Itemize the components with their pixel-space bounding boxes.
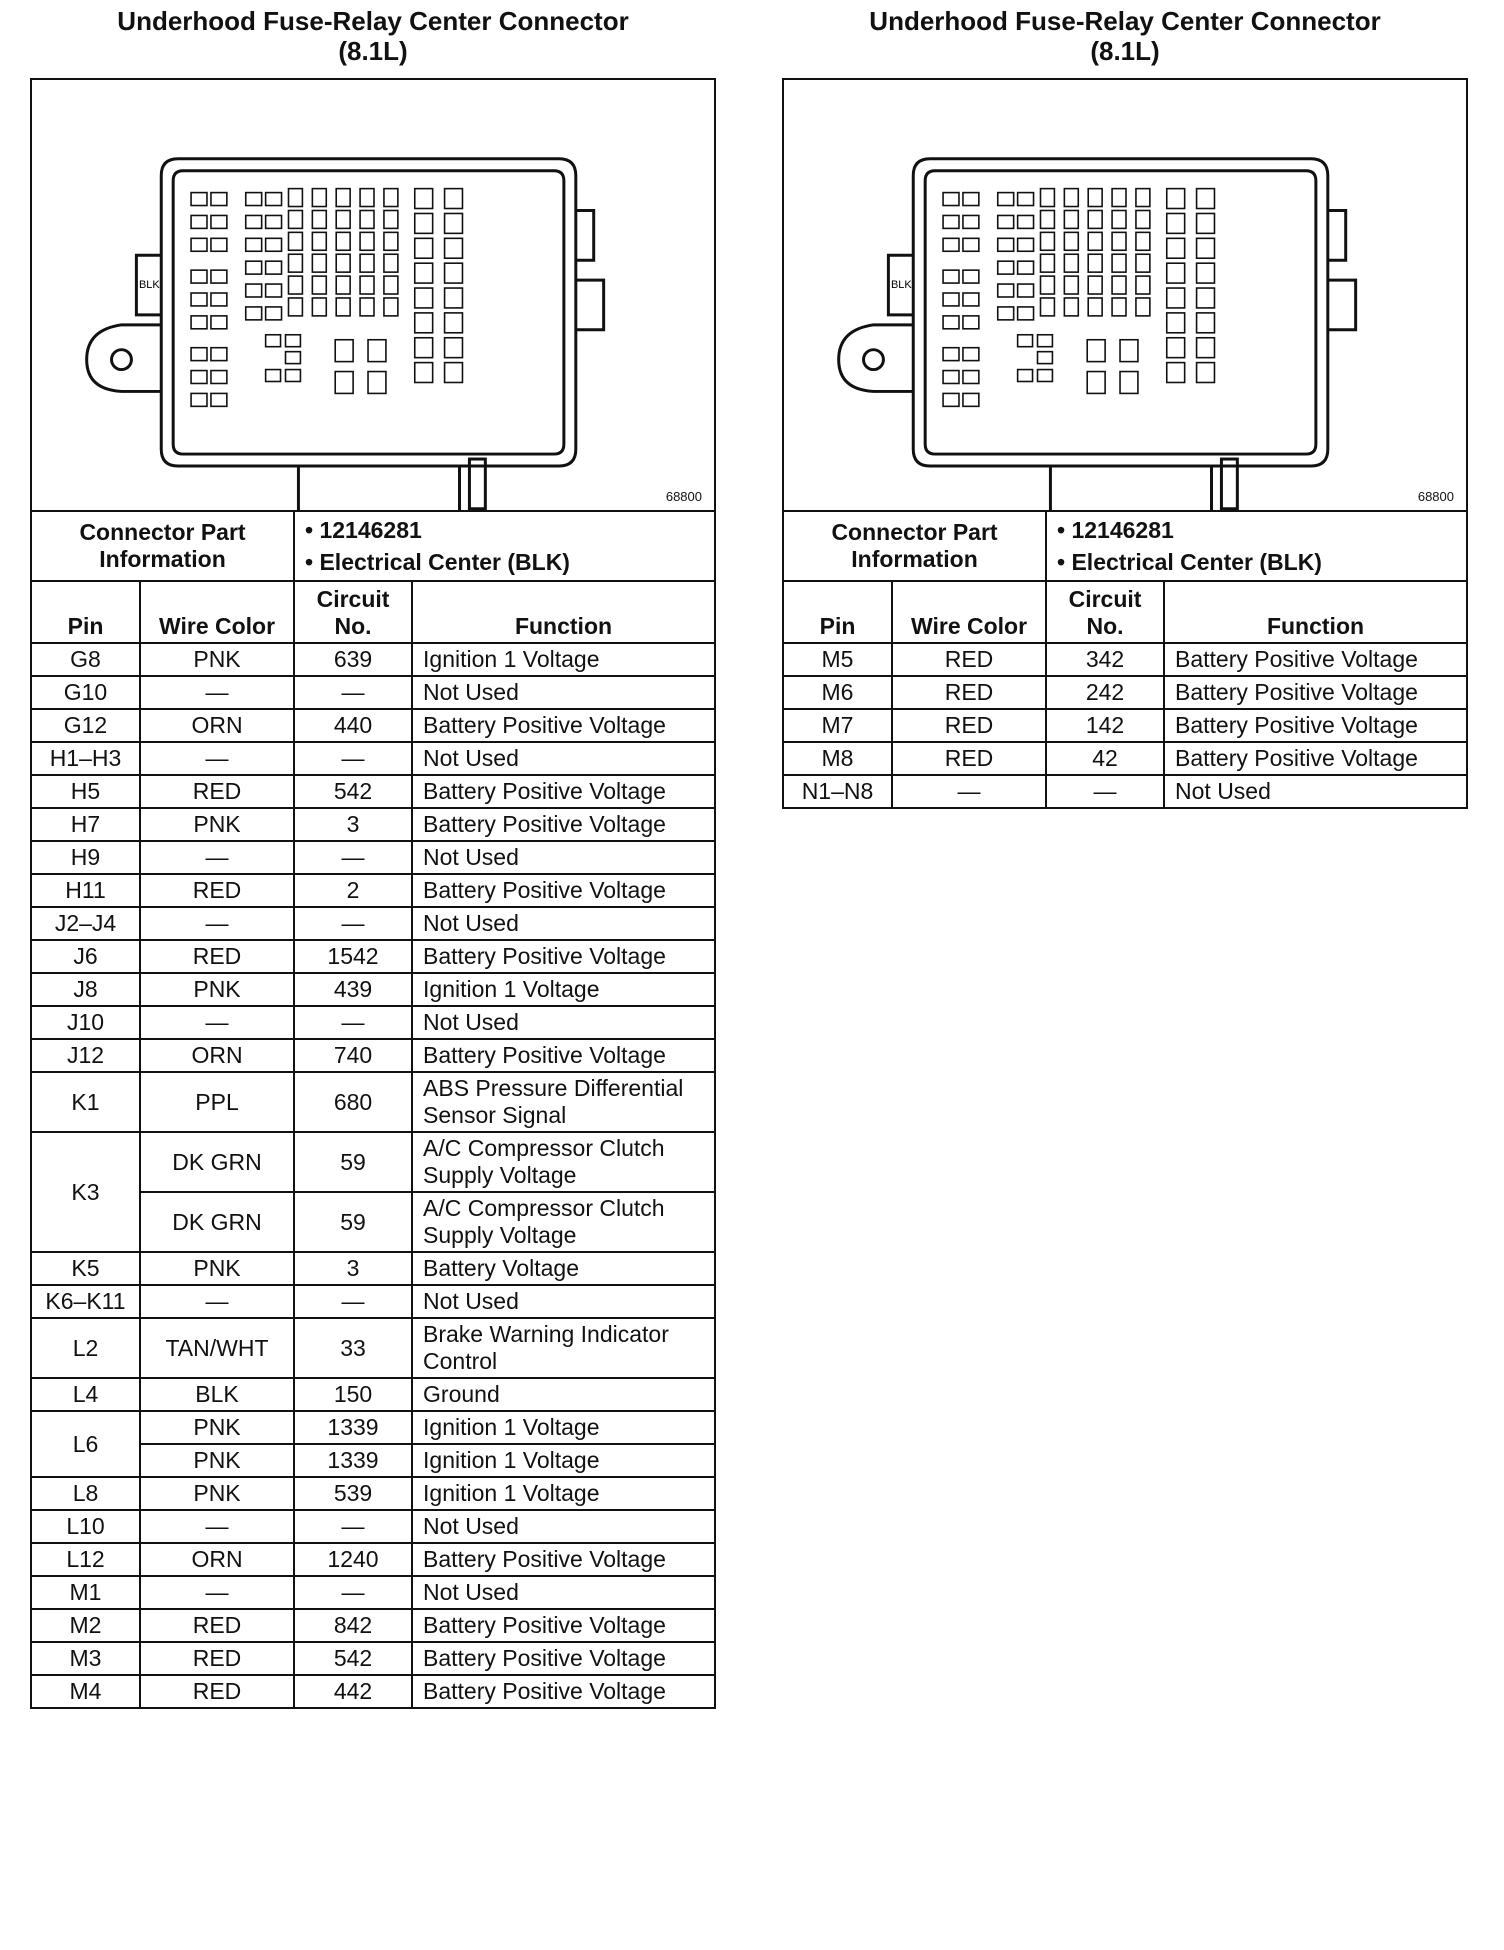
cell-circuit: 1240 [294,1543,412,1576]
cell-function: Not Used [412,1510,714,1543]
cell-pin: M3 [32,1642,140,1675]
cell-wire-color: PNK [140,1477,294,1510]
cell-pin: G8 [32,643,140,676]
cell-wire-color: PNK [140,643,294,676]
cell-circuit: 59 [294,1192,412,1252]
cell-wire-color: BLK [140,1378,294,1411]
cell-function: Battery Positive Voltage [412,940,714,973]
table-row [32,1477,714,1510]
title-line-1: Underhood Fuse-Relay Center Connector [869,6,1381,36]
pin-table [784,512,1466,807]
cell-circuit: 1339 [294,1444,412,1477]
cell-circuit: 1339 [294,1411,412,1444]
cell-circuit: — [294,907,412,940]
table-row [784,643,1466,676]
cell-wire-color: — [140,742,294,775]
cell-pin: H11 [32,874,140,907]
cell-wire-color: PNK [140,808,294,841]
cell-pin: G10 [32,676,140,709]
cell-pin: L6 [32,1411,140,1477]
cell-circuit: 740 [294,1039,412,1072]
header-row [32,581,714,643]
header-wire-color: Wire Color [140,581,294,643]
cell-pin: K5 [32,1252,140,1285]
table-row [32,1642,714,1675]
cell-function: A/C Compressor Clutch Supply Voltage [412,1192,714,1252]
cell-circuit: 442 [294,1675,412,1707]
cell-pin: L12 [32,1543,140,1576]
cell-circuit: 440 [294,709,412,742]
table-row [32,1252,714,1285]
table-row [32,1006,714,1039]
header-circuit: Circuit No. [294,581,412,643]
cell-function: Battery Positive Voltage [412,1675,714,1707]
cell-pin: J6 [32,940,140,973]
connector-diagram [32,80,714,512]
cell-circuit: 680 [294,1072,412,1132]
connector-diagram [784,80,1466,512]
info-label: Connector Part Information [831,519,998,572]
cell-wire-color: RED [892,643,1046,676]
cell-wire-color: — [140,841,294,874]
table-row [784,676,1466,709]
table-row [32,841,714,874]
cell-wire-color: — [140,1006,294,1039]
connector-panel-left [30,6,716,1709]
cell-wire-color: RED [892,676,1046,709]
table-row [32,1039,714,1072]
cell-pin: L2 [32,1318,140,1378]
cell-circuit: 150 [294,1378,412,1411]
cell-pin: L10 [32,1510,140,1543]
diagram-id: 68800 [1417,489,1454,504]
cell-wire-color: PNK [140,1444,294,1477]
title-line-1: Underhood Fuse-Relay Center Connector [117,6,629,36]
table-row [32,742,714,775]
cell-wire-color: TAN/WHT [140,1318,294,1378]
cell-pin: J12 [32,1039,140,1072]
cell-wire-color: — [140,907,294,940]
cell-function: Battery Positive Voltage [412,1609,714,1642]
cell-circuit: — [294,676,412,709]
table-row [32,907,714,940]
table-row [32,775,714,808]
cell-function: Battery Positive Voltage [412,1642,714,1675]
cell-circuit: 342 [1046,643,1164,676]
cell-pin: H9 [32,841,140,874]
cell-pin: N1–N8 [784,775,892,807]
header-pin: Pin [784,581,892,643]
title-line-2: (8.1L) [1090,36,1160,66]
cell-wire-color: — [140,1510,294,1543]
table-row [32,1318,714,1378]
diagram-id: 68800 [665,489,702,504]
cell-wire-color: DK GRN [140,1132,294,1192]
table-row [32,1411,714,1444]
cell-function: Battery Positive Voltage [412,874,714,907]
table-row [32,808,714,841]
panel-title [30,6,716,66]
table-row [784,775,1466,807]
cell-circuit: 542 [294,775,412,808]
cell-pin: M1 [32,1576,140,1609]
cell-pin: L8 [32,1477,140,1510]
cell-pin: M8 [784,742,892,775]
cell-circuit: 542 [294,1642,412,1675]
cell-pin: M4 [32,1675,140,1707]
cell-function: Battery Positive Voltage [412,1039,714,1072]
cell-function: Ignition 1 Voltage [412,1444,714,1477]
cell-function: Not Used [1164,775,1466,807]
cell-wire-color: RED [140,1609,294,1642]
cell-circuit: 42 [1046,742,1164,775]
info-label: Connector Part Information [79,519,246,572]
cell-pin: K6–K11 [32,1285,140,1318]
connector-info-row [784,512,1466,581]
panel-title [782,6,1468,66]
cell-circuit: — [294,1510,412,1543]
table-row [32,676,714,709]
cell-function: Brake Warning Indicator Control [412,1318,714,1378]
header-circuit: Circuit No. [1046,581,1164,643]
header-row [784,581,1466,643]
cell-pin: J8 [32,973,140,1006]
cell-function: Ignition 1 Voltage [412,973,714,1006]
cell-function: Not Used [412,1576,714,1609]
connector-info-row [32,512,714,581]
cell-pin: J10 [32,1006,140,1039]
cell-wire-color: PPL [140,1072,294,1132]
cell-pin: M2 [32,1609,140,1642]
cell-pin: H7 [32,808,140,841]
cell-function: Ignition 1 Voltage [412,1477,714,1510]
table-row [32,940,714,973]
cell-wire-color: ORN [140,1039,294,1072]
blk-label: BLK [890,279,912,292]
cell-function: Ground [412,1378,714,1411]
cell-function: Not Used [412,1285,714,1318]
cell-circuit: 3 [294,1252,412,1285]
header-function: Function [1164,581,1466,643]
cell-wire-color: RED [140,1642,294,1675]
table-row [32,643,714,676]
cell-wire-color: RED [140,1675,294,1707]
title-line-2: (8.1L) [338,36,408,66]
cell-function: Not Used [412,1006,714,1039]
cell-function: A/C Compressor Clutch Supply Voltage [412,1132,714,1192]
cell-pin: L4 [32,1378,140,1411]
cell-circuit: 142 [1046,709,1164,742]
cell-wire-color: PNK [140,973,294,1006]
cell-function: Battery Positive Voltage [412,709,714,742]
cell-wire-color: RED [892,742,1046,775]
cell-pin: M5 [784,643,892,676]
cell-circuit: 539 [294,1477,412,1510]
part-description: • Electrical Center (BLK) [1057,549,1322,575]
part-number: • 12146281 [305,517,422,543]
cell-circuit: — [1046,775,1164,807]
cell-function: Not Used [412,907,714,940]
table-row [784,742,1466,775]
cell-wire-color: PNK [140,1252,294,1285]
table-row [32,1675,714,1707]
cell-function: Battery Positive Voltage [412,808,714,841]
cell-wire-color: — [140,1576,294,1609]
cell-function: ABS Pressure Differential Sensor Signal [412,1072,714,1132]
cell-function: Battery Positive Voltage [412,1543,714,1576]
table-row [32,1285,714,1318]
cell-pin: G12 [32,709,140,742]
pin-table [32,512,714,1707]
cell-circuit: 842 [294,1609,412,1642]
part-number: • 12146281 [1057,517,1174,543]
cell-function: Battery Positive Voltage [412,775,714,808]
cell-circuit: — [294,1006,412,1039]
cell-circuit: 242 [1046,676,1164,709]
cell-circuit: — [294,742,412,775]
blk-label: BLK [138,279,160,292]
connector-frame [782,78,1468,809]
cell-pin: H1–H3 [32,742,140,775]
fuse-block-drawing [784,80,1466,510]
table-row [32,709,714,742]
header-wire-color: Wire Color [892,581,1046,643]
cell-function: Battery Positive Voltage [1164,643,1466,676]
header-function: Function [412,581,714,643]
cell-wire-color: ORN [140,1543,294,1576]
table-row [784,709,1466,742]
cell-circuit: 3 [294,808,412,841]
table-row [32,1132,714,1192]
cell-pin: J2–J4 [32,907,140,940]
cell-circuit: 1542 [294,940,412,973]
cell-circuit: — [294,1576,412,1609]
fuse-block-drawing [32,80,714,510]
cell-wire-color: ORN [140,709,294,742]
cell-circuit: — [294,841,412,874]
cell-pin: K3 [32,1132,140,1252]
cell-wire-color: DK GRN [140,1192,294,1252]
cell-circuit: 33 [294,1318,412,1378]
cell-function: Battery Voltage [412,1252,714,1285]
table-row [32,874,714,907]
table-row [32,1576,714,1609]
header-pin: Pin [32,581,140,643]
cell-wire-color: — [140,676,294,709]
connector-panel-right [782,6,1468,809]
table-row [32,1378,714,1411]
cell-wire-color: RED [140,775,294,808]
cell-circuit: 639 [294,643,412,676]
cell-function: Not Used [412,676,714,709]
cell-circuit: 439 [294,973,412,1006]
connector-frame [30,78,716,1709]
cell-function: Battery Positive Voltage [1164,709,1466,742]
table-row [32,1543,714,1576]
cell-function: Battery Positive Voltage [1164,742,1466,775]
cell-wire-color: — [140,1285,294,1318]
cell-function: Not Used [412,841,714,874]
cell-circuit: 2 [294,874,412,907]
cell-function: Not Used [412,742,714,775]
cell-pin: K1 [32,1072,140,1132]
cell-circuit: 59 [294,1132,412,1192]
cell-wire-color: PNK [140,1411,294,1444]
table-row [32,1072,714,1132]
cell-function: Ignition 1 Voltage [412,1411,714,1444]
part-description: • Electrical Center (BLK) [305,549,570,575]
cell-function: Ignition 1 Voltage [412,643,714,676]
table-row [32,1609,714,1642]
cell-wire-color: RED [140,940,294,973]
cell-wire-color: — [892,775,1046,807]
cell-wire-color: RED [140,874,294,907]
cell-pin: H5 [32,775,140,808]
cell-pin: M7 [784,709,892,742]
cell-wire-color: RED [892,709,1046,742]
table-row [32,973,714,1006]
cell-pin: M6 [784,676,892,709]
cell-circuit: — [294,1285,412,1318]
cell-function: Battery Positive Voltage [1164,676,1466,709]
table-row [32,1510,714,1543]
